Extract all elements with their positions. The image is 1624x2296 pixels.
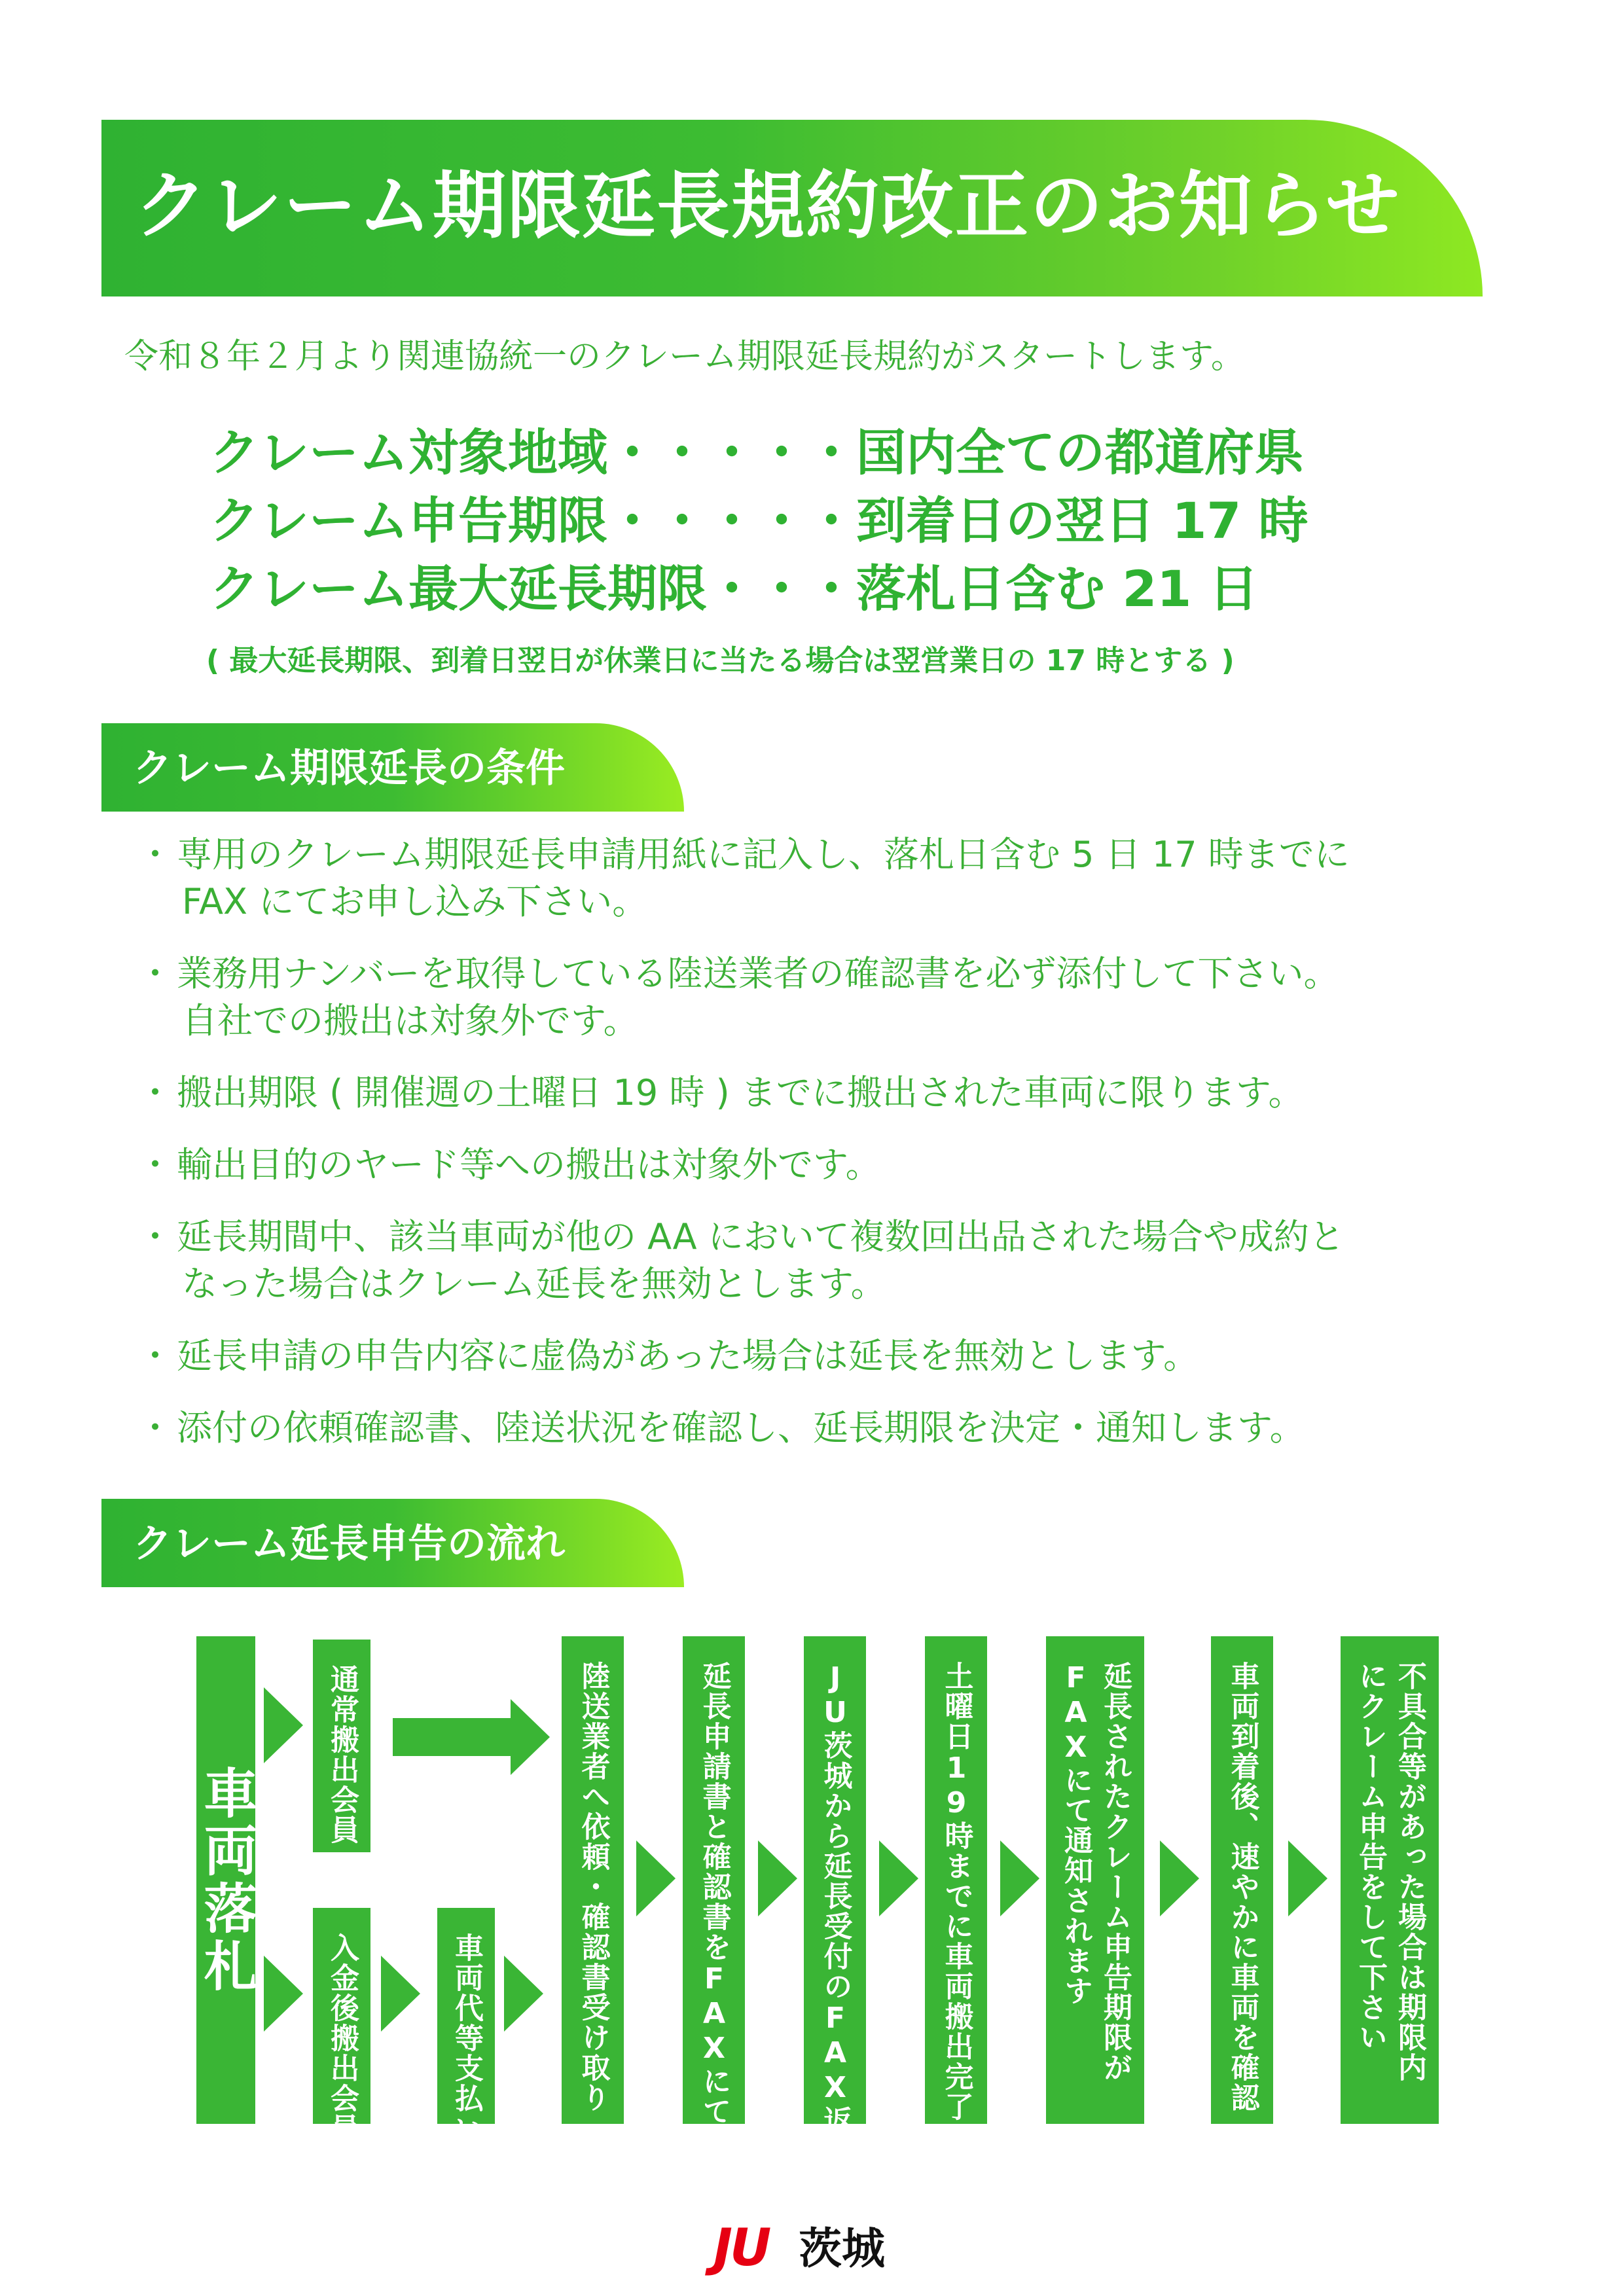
summary-target-region: クレーム対象地域・・・・・国内全ての都道府県 <box>209 423 1304 482</box>
flow-step-label: 陸送業者へ依頼・確認書受け取り <box>576 1661 610 2113</box>
flow-payment-label: 車両代等支払い <box>450 1933 483 2144</box>
arrow-right-icon <box>504 1956 543 2032</box>
arrow-right-icon <box>1160 1840 1199 1916</box>
intro-text: 令和８年２月より関連協統一のクレーム期限延長規約がスタートします。 <box>124 337 1245 376</box>
list-item <box>137 1333 1545 1380</box>
logo-name: 茨城 <box>799 2223 885 2274</box>
flow-box-start <box>196 1636 255 2124</box>
summary-block <box>209 419 1308 623</box>
summary-max-extension: クレーム最大延長期限・・・落札日含む 21 日 <box>209 560 1259 618</box>
flow-box-step-2 <box>683 1636 745 2187</box>
bullet: ・ <box>137 1144 173 1185</box>
summary-note: ( 最大延長期限、到着日翌日が休業日に当たる場合は翌営業日の 17 時とする ) <box>206 644 1235 677</box>
arrow-right-icon <box>636 1840 676 1916</box>
flow-box-step-7 <box>1341 1636 1439 2124</box>
flow-step-label: 延長されたクレーム申告期限がFAXにて通知されます <box>1059 1661 1132 2083</box>
flow-step-label: 車両到着後、速やかに車両を確認 <box>1225 1661 1259 2113</box>
long-arrow-shaft <box>393 1718 511 1756</box>
arrow-right-icon <box>1288 1840 1327 1916</box>
condition-line-continued: FAX にてお申し込み下さい。 <box>182 881 648 922</box>
arrow-right-icon <box>1000 1840 1039 1916</box>
arrow-right-icon <box>264 1687 303 1763</box>
list-item <box>137 1405 1545 1452</box>
ju-ibaraki-logo <box>713 2219 923 2278</box>
flow-box-step-3 <box>804 1636 866 2166</box>
condition-line-continued: 自社での搬出は対象外です。 <box>182 1000 639 1041</box>
logo-mark: JU <box>713 2219 769 2278</box>
list-item <box>137 831 1545 925</box>
arrow-right-icon <box>264 1956 303 2032</box>
flow-box-step-6 <box>1211 1636 1273 2124</box>
section-header-flow <box>101 1499 684 1587</box>
flow-box-payment <box>437 1908 495 2144</box>
bullet: ・ <box>137 1072 173 1113</box>
condition-line-continued: なった場合はクレーム延長を無効とします。 <box>182 1263 886 1304</box>
flow-box-after-payment-member <box>313 1908 370 2144</box>
arrow-right-icon <box>381 1956 420 2032</box>
flow-box-step-5 <box>1046 1636 1144 2124</box>
flow-regular-label: 通常搬出会員 <box>325 1664 359 1845</box>
bullet: ・ <box>137 834 173 875</box>
flow-box-step-4 <box>925 1636 987 2124</box>
flow-step-label: 土曜日19時までに車両搬出完了 <box>939 1661 973 2122</box>
section-header-conditions <box>101 723 684 812</box>
arrow-right-icon <box>879 1840 918 1916</box>
list-item <box>137 1213 1545 1308</box>
conditions-list <box>137 831 1545 1477</box>
section-title-flow: クレーム延長申告の流れ <box>133 1521 565 1567</box>
flow-step-label: JU茨城から延長受付のFAX返信 <box>818 1661 852 2166</box>
condition-line: 搬出期限 ( 開催週の土曜日 19 時 ) までに搬出された車両に限ります。 <box>177 1072 1304 1113</box>
arrow-right-icon <box>758 1840 797 1916</box>
condition-line: 業務用ナンバーを取得している陸送業者の確認書を必ず添付して下さい。 <box>177 953 1339 994</box>
condition-line: 輸出目的のヤード等への搬出は対象外です。 <box>177 1144 881 1185</box>
condition-line: 専用のクレーム期限延長申請用紙に記入し、落札日含む 5 日 17 時までに <box>177 834 1350 875</box>
flow-box-step-1 <box>562 1636 624 2124</box>
flow-start-label: 車両落札 <box>195 1765 257 1996</box>
list-item <box>137 1141 1545 1189</box>
summary-report-deadline: クレーム申告期限・・・・・到着日の翌日 17 時 <box>209 492 1308 550</box>
bullet: ・ <box>137 1216 173 1257</box>
list-item <box>137 950 1545 1045</box>
flow-step-label: 延長申請書と確認書をFAXにて送付 <box>697 1661 731 2187</box>
flow-box-regular-member <box>313 1640 370 1852</box>
bullet: ・ <box>137 1407 173 1448</box>
bullet: ・ <box>137 1335 173 1376</box>
arrow-right-icon <box>511 1699 550 1775</box>
section-title-conditions: クレーム期限延長の条件 <box>133 745 565 791</box>
condition-line: 延長申請の申告内容に虚偽があった場合は延長を無効とします。 <box>177 1335 1199 1376</box>
flow-step-label: 不具合等があった場合は期限内にクレーム申告をして下さい <box>1354 1661 1426 2083</box>
page-title: クレーム期限延長規約改正のお知らせ <box>134 164 1401 249</box>
list-item <box>137 1069 1545 1117</box>
flow-after-payment-label: 入金後搬出会員 <box>325 1933 359 2144</box>
bullet: ・ <box>137 953 173 994</box>
condition-line: 延長期間中、該当車両が他の AA において複数回出品された場合や成約と <box>177 1216 1344 1257</box>
condition-line: 添付の依頼確認書、陸送状況を確認し、延長期限を決定・通知します。 <box>177 1407 1305 1448</box>
